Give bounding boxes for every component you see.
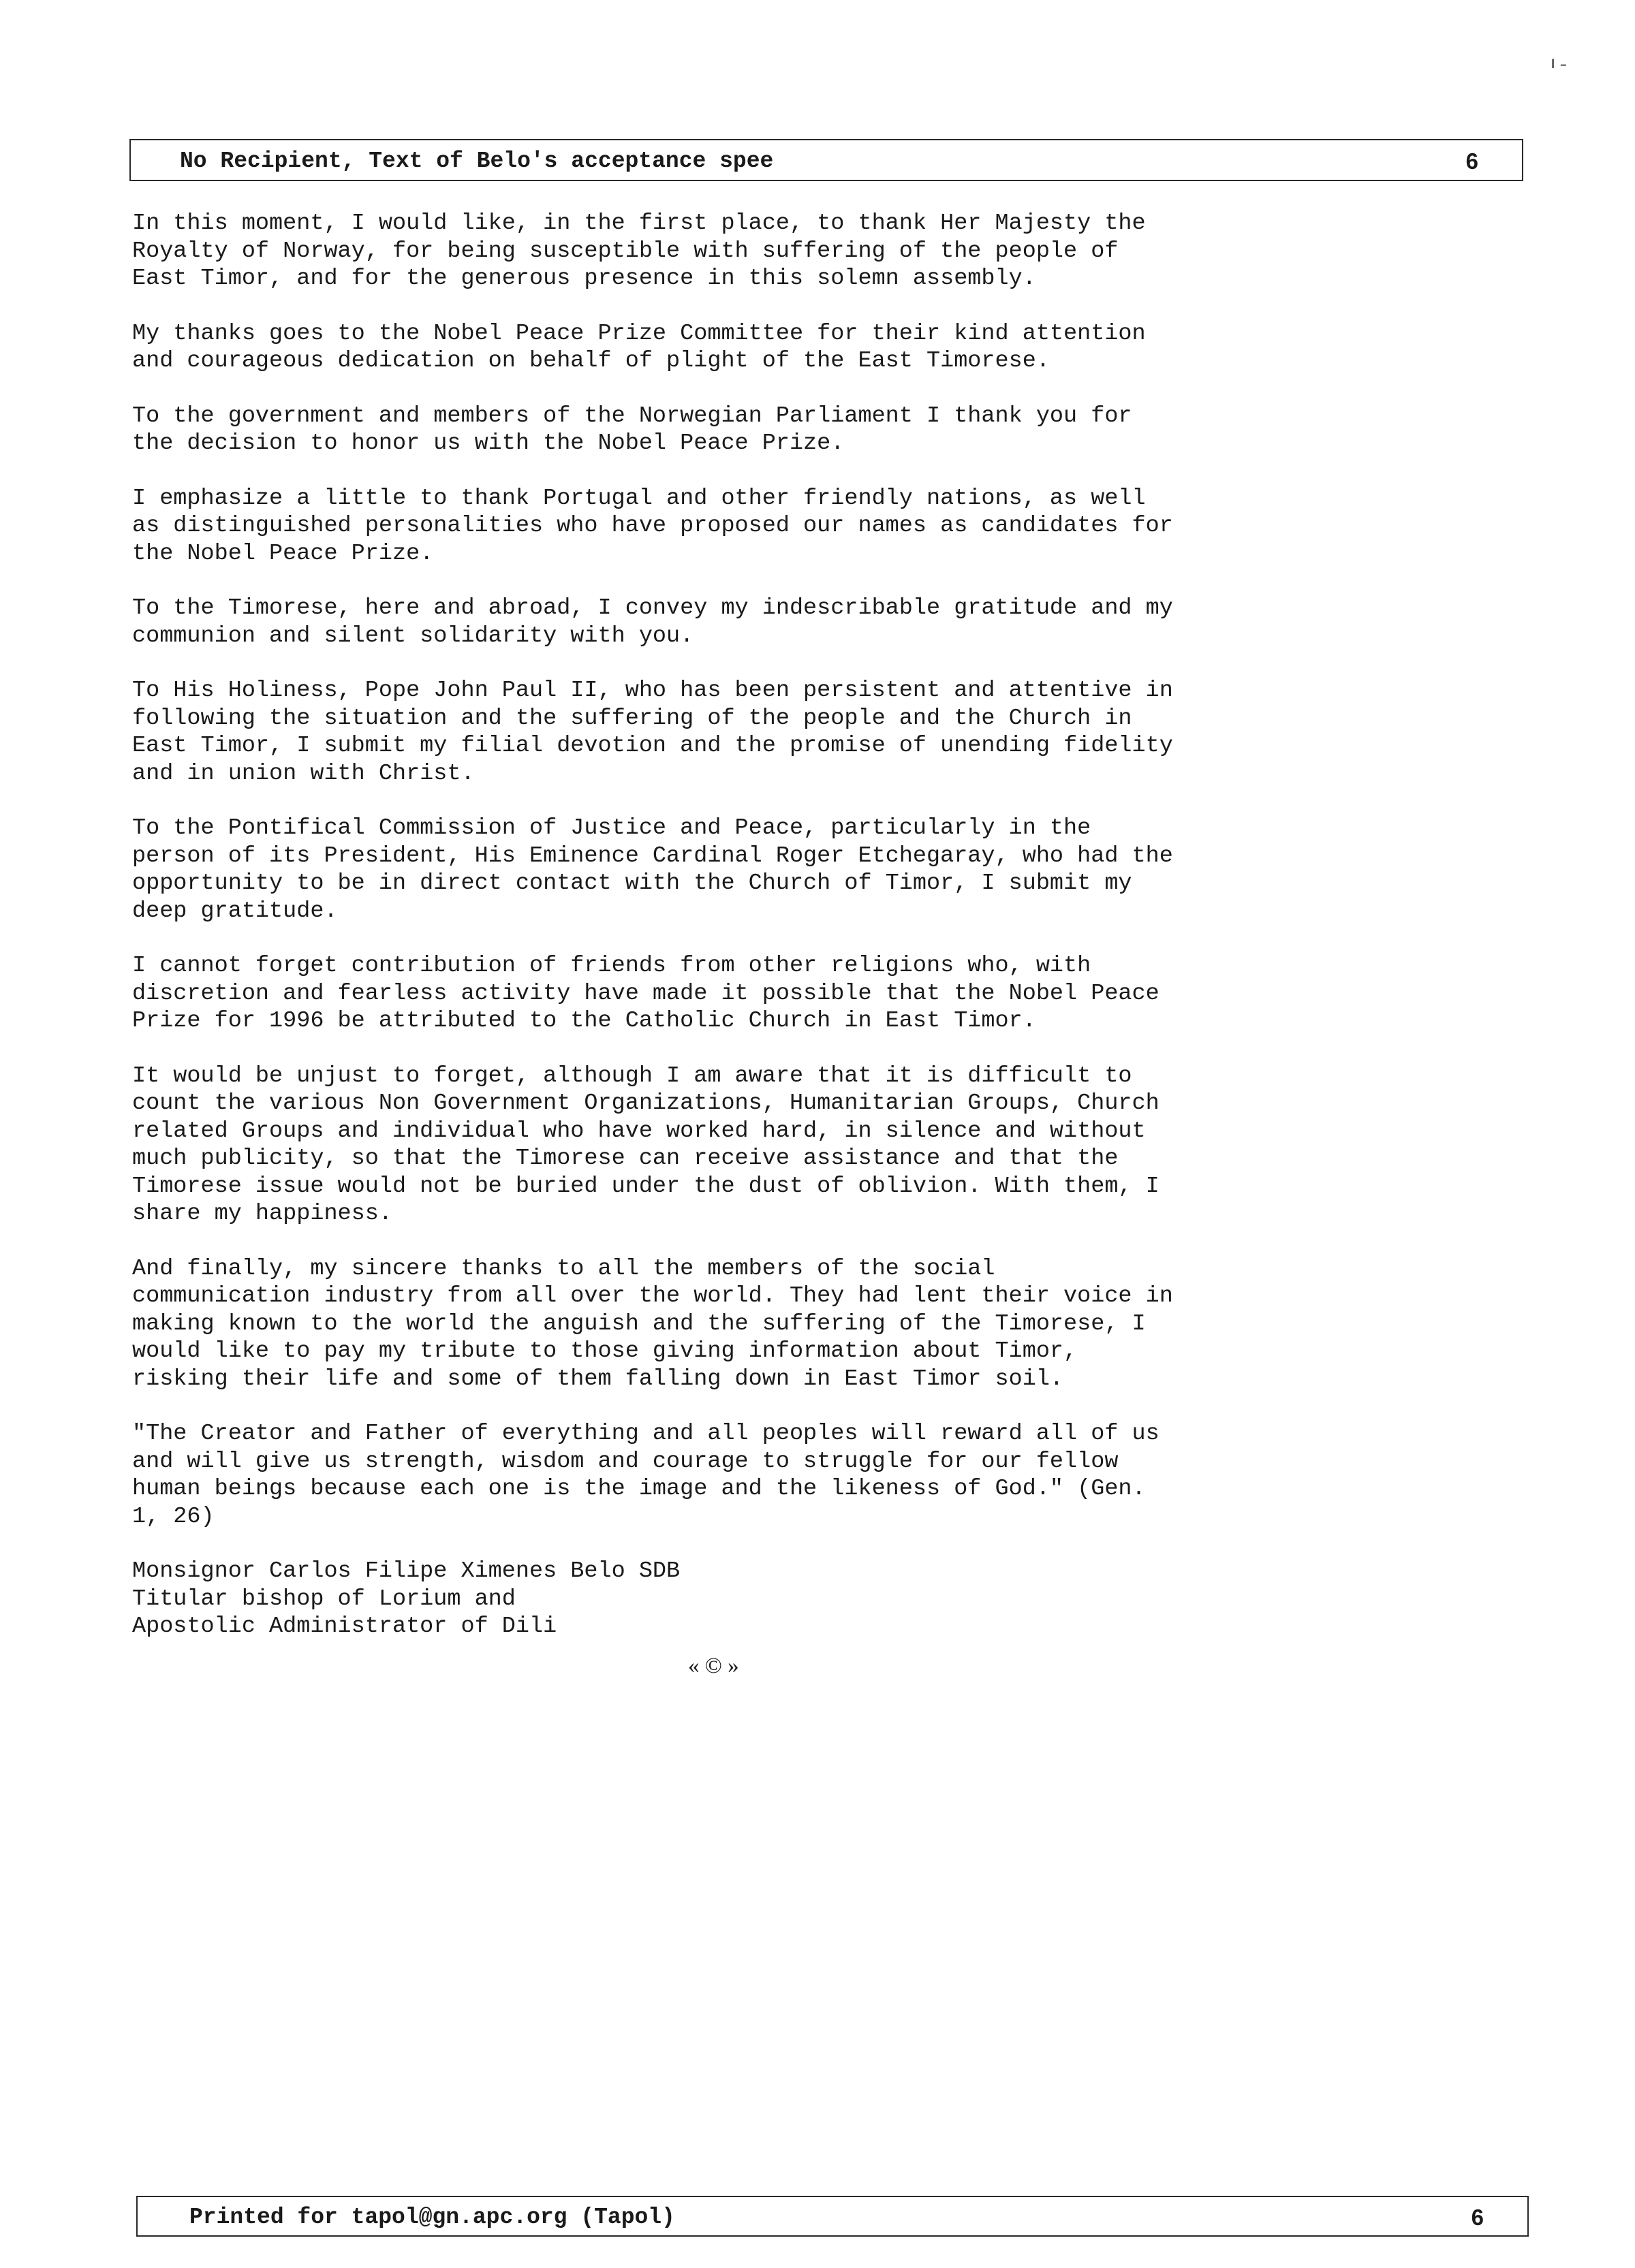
paragraph-10: And finally, my sincere thanks to all the members of the social communication industry from all over the world. They had lent their voice in making known to the world the anguish and the suffering of the Timorese, I would like to pay my tribute to those giving information about Timor, risking their life and some of them falling down in East Timor soil.	[132, 1255, 1173, 1392]
signature-block: Monsignor Carlos Filipe Ximenes Belo SDB Titular bishop of Lorium and Apostolic Administrator of Dili	[132, 1558, 681, 1639]
end-mark: « © »	[688, 1654, 739, 1678]
paragraph-8: I cannot forget contribution of friends from other religions who, with discretion and fearless activity have made it possible that the Nobel Peace Prize for 1996 be attributed to the Catholic Church in East Timor.	[132, 953, 1159, 1034]
header-title: No Recipient, Text of Belo's acceptance spee	[180, 148, 774, 174]
paragraph-2: My thanks goes to the Nobel Peace Prize Committee for their kind attention and courageous dedication on behalf of plight of the East Timorese.	[132, 320, 1146, 374]
paragraph-9: It would be unjust to forget, although I am aware that it is difficult to count the various Non Government Organizations, Humanitarian Groups, Church related Groups and individual who have worked hard, in silence and without much publicity, so that the Timorese can receive assistance and that the Timorese issue would not be buried under the dust of oblivion. With them, I share my happiness.	[132, 1062, 1159, 1227]
paragraph-7: To the Pontifical Commission of Justice and Peace, particularly in the person of its President, His Eminence Cardinal Roger Etchegaray, who had the opportunity to be in direct contact with the Church of Timor, I submit my deep gratitude.	[132, 815, 1173, 924]
corner-mark: ı ˗	[1551, 52, 1567, 72]
footer-printed-for: Printed for tapol@gn.apc.org (Tapol)	[189, 2205, 675, 2230]
paragraph-1: In this moment, I would like, in the first place, to thank Her Majesty the Royalty of Norway, for being susceptible with suffering of the people of East Timor, and for the generous presence in this solemn assembly.	[132, 210, 1146, 292]
footer-page-number: 6	[1471, 2205, 1484, 2230]
letter-body	[132, 210, 1495, 1668]
quotation-paragraph: "The Creator and Father of everything and all peoples will reward all of us and will give us strength, wisdom and courage to struggle for our fellow human beings because each one is the image and the likeness of God." (Gen. 1, 26)	[132, 1421, 1159, 1530]
paragraph-4: I emphasize a little to thank Portugal and other friendly nations, as well as distinguished personalities who have proposed our names as candidates for the Nobel Peace Prize.	[132, 485, 1173, 567]
page-header	[129, 139, 1523, 181]
paragraph-5: To the Timorese, here and abroad, I convey my indescribable gratitude and my communion and silent solidarity with you.	[132, 595, 1173, 649]
paragraph-3: To the government and members of the Norwegian Parliament I thank you for the decision to honor us with the Nobel Peace Prize.	[132, 403, 1132, 456]
header-page-number: 6	[1465, 148, 1478, 174]
page-footer	[136, 2196, 1529, 2237]
paragraph-6: To His Holiness, Pope John Paul II, who has been persistent and attentive in following the situation and the suffering of the people and the Church in East Timor, I submit my filial devotion and the promise of unending fidelity and in union with Christ.	[132, 678, 1173, 787]
